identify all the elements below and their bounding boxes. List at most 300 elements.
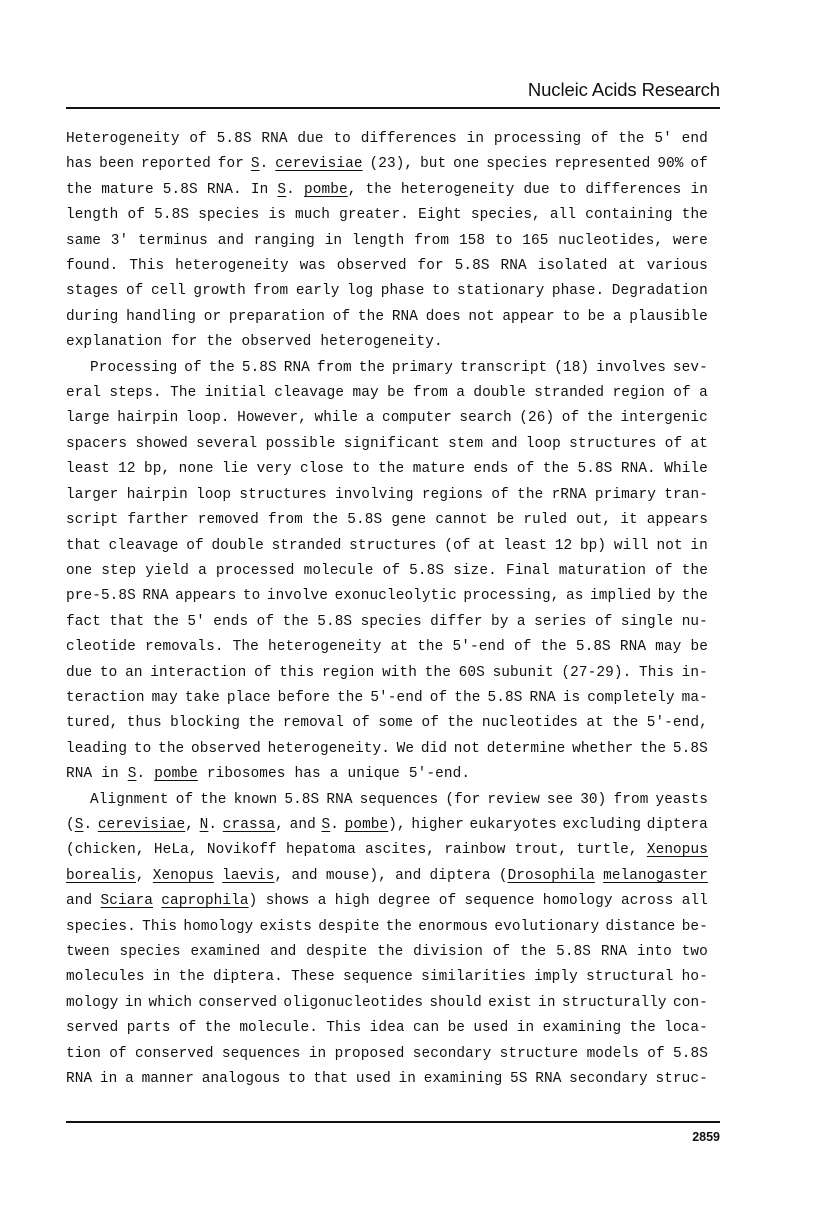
word: imply <box>534 969 578 986</box>
word: involve <box>266 588 329 605</box>
word: served <box>66 1020 119 1037</box>
word: sequence <box>464 893 535 910</box>
word: be <box>587 308 606 325</box>
word: loop <box>196 486 232 503</box>
word: higher <box>411 816 464 833</box>
word: the <box>248 715 275 732</box>
word: none <box>178 461 214 478</box>
word: of <box>594 613 613 630</box>
word: not <box>468 308 495 325</box>
word: thus <box>126 715 162 732</box>
word: Degradation <box>611 283 708 300</box>
word: to <box>431 283 450 300</box>
word: possible <box>265 435 336 452</box>
word: and <box>66 893 93 910</box>
word: 5.8S <box>575 639 611 656</box>
word: of <box>256 613 275 630</box>
word: heterogeneity. <box>320 334 443 351</box>
text-line <box>66 838 708 863</box>
word: in <box>152 969 171 986</box>
text-line <box>66 584 708 609</box>
word: differ <box>430 613 483 630</box>
word: at <box>390 639 409 656</box>
word: loop <box>525 435 561 452</box>
word: the <box>517 486 544 503</box>
word: the <box>447 715 474 732</box>
word: fact <box>66 613 101 630</box>
word: trout, <box>514 842 568 859</box>
word: exist <box>488 994 532 1011</box>
word: preparation <box>228 308 325 325</box>
word: which <box>148 994 193 1011</box>
word: removed <box>197 512 259 529</box>
word: the <box>206 334 233 351</box>
word: division <box>413 944 483 960</box>
word: script <box>66 512 119 529</box>
word: found. <box>66 258 119 275</box>
word: primary <box>391 359 454 376</box>
word: RNA <box>500 258 527 275</box>
word: place <box>226 689 271 706</box>
word: the <box>378 461 405 478</box>
word: stem <box>448 435 484 452</box>
word: melanogaster <box>603 867 708 884</box>
word: to <box>352 461 370 478</box>
word: farther <box>127 512 189 529</box>
word: for <box>417 258 444 275</box>
word: a <box>516 613 526 630</box>
word: for <box>171 334 198 351</box>
word: length <box>66 207 119 224</box>
word: RNA. <box>620 461 656 478</box>
word: conserved <box>135 1045 214 1062</box>
word: 5.8S <box>162 181 198 198</box>
word: 5'-end <box>452 639 505 656</box>
word: a <box>456 385 466 402</box>
word: isolated <box>537 258 608 275</box>
word: did <box>420 740 448 757</box>
word: turtle, <box>576 842 638 859</box>
word: laevis, <box>222 867 284 884</box>
word: examining <box>542 1020 622 1037</box>
word: conserved <box>198 994 278 1011</box>
word: out, <box>576 512 612 529</box>
word: and <box>270 944 297 960</box>
word: will <box>613 537 649 554</box>
word: spacers <box>66 435 128 452</box>
word: into <box>636 944 672 960</box>
word: explanation <box>66 334 163 351</box>
word: sequences <box>359 791 439 808</box>
word: (Drosophila <box>498 867 595 884</box>
word: primary <box>594 486 657 503</box>
word: the <box>204 1020 231 1037</box>
text-line <box>66 127 708 152</box>
word: in <box>516 1020 535 1037</box>
word: 12 <box>118 461 136 478</box>
word: RNA <box>600 944 628 960</box>
word: 5.8S <box>154 207 190 224</box>
word: but <box>420 156 447 173</box>
word: RNA <box>66 766 93 783</box>
word: showed <box>135 435 188 452</box>
word: excluding <box>562 816 642 833</box>
text-line <box>66 483 708 508</box>
word: has <box>294 766 321 783</box>
word: for <box>217 156 244 173</box>
word: end <box>681 131 708 147</box>
word: molecule. <box>239 1020 318 1037</box>
word: whether <box>572 740 634 757</box>
word: has <box>66 156 93 173</box>
word: steps. <box>109 385 162 402</box>
word: (23), <box>369 156 414 173</box>
word: at <box>586 715 604 732</box>
word: is <box>268 207 286 224</box>
word: S. <box>277 181 295 198</box>
word: RNA <box>619 639 647 656</box>
word: with <box>382 664 418 681</box>
word: be <box>387 385 405 402</box>
text-line <box>66 1067 708 1092</box>
word: the <box>639 740 667 757</box>
word: of <box>352 715 370 732</box>
word: single <box>620 613 674 630</box>
word: models <box>586 1045 639 1062</box>
word: region <box>321 664 375 681</box>
word: idea <box>369 1020 405 1037</box>
word: exonucleolytic <box>334 588 457 605</box>
word: Novikoff <box>206 842 277 859</box>
word: the <box>629 1020 656 1037</box>
word: mouse), <box>325 867 387 884</box>
word: RNA <box>391 308 419 325</box>
word: of <box>491 486 509 503</box>
word: differences <box>585 181 682 198</box>
word: exists <box>259 918 312 935</box>
text-line <box>66 534 708 559</box>
text-line <box>66 940 708 965</box>
word: been <box>99 156 135 173</box>
word: used <box>355 1071 391 1088</box>
word: heterogeneity <box>267 639 382 656</box>
word: in <box>99 1071 118 1088</box>
word: in <box>308 1045 327 1062</box>
word: involves <box>596 359 666 376</box>
word: from <box>613 791 649 808</box>
word: 12 <box>554 537 573 554</box>
word: Xenopus <box>646 842 708 859</box>
word: during <box>66 308 119 325</box>
word: manner <box>141 1071 194 1088</box>
word: to <box>133 740 152 757</box>
word: of <box>690 156 708 173</box>
word: 5.8S <box>409 562 445 579</box>
word: shows <box>265 893 310 910</box>
word: (S. <box>66 816 93 833</box>
text-line <box>66 610 708 635</box>
word: 5.8S <box>672 740 708 757</box>
word: at <box>618 258 636 275</box>
word: of <box>561 410 580 427</box>
word: from <box>316 359 352 376</box>
word: determine <box>486 740 566 757</box>
word: the <box>681 562 708 579</box>
word: ribosomes <box>206 766 286 783</box>
word: from <box>414 232 450 249</box>
word: cleavage <box>274 385 345 402</box>
word: This <box>142 918 178 935</box>
word: does <box>425 308 461 325</box>
text-line <box>66 279 708 304</box>
word: 5.8S <box>577 461 613 478</box>
word: was <box>299 258 326 275</box>
word: the <box>681 588 708 605</box>
word: a <box>699 385 708 402</box>
word: be <box>690 639 708 656</box>
word: of <box>125 283 144 300</box>
word: heterogeneity. <box>267 740 390 757</box>
word: nu- <box>681 613 708 630</box>
text-line <box>66 203 708 228</box>
word: of <box>127 207 146 224</box>
word: of <box>421 715 439 732</box>
word: tran- <box>664 486 708 503</box>
word: should <box>429 994 482 1011</box>
word: the <box>358 359 385 376</box>
word: 5'-end <box>370 689 423 706</box>
word: of <box>254 664 272 681</box>
word: ruled <box>523 512 568 529</box>
word: cell <box>150 283 186 300</box>
word: of <box>664 435 683 452</box>
word: high <box>334 893 370 910</box>
word: and <box>395 867 422 884</box>
word: observed <box>241 334 312 351</box>
word: and <box>217 232 244 249</box>
word: the <box>520 944 547 960</box>
word: early <box>295 283 340 300</box>
word: appears <box>175 588 237 605</box>
word: structures <box>349 537 437 554</box>
word: examining <box>423 1071 503 1088</box>
word: the <box>417 639 444 656</box>
word: sequences <box>221 1045 301 1062</box>
word: diptera. <box>212 969 283 986</box>
word: the <box>282 613 309 630</box>
word: 5S <box>510 1071 528 1088</box>
word: a <box>365 410 375 427</box>
word: ascites, <box>365 842 436 859</box>
text-line <box>66 457 708 482</box>
word: to <box>494 232 513 249</box>
word: to <box>558 181 577 198</box>
word: crassa, <box>222 816 284 833</box>
text-line <box>66 559 708 584</box>
word: In <box>250 181 269 198</box>
word: in <box>690 537 708 554</box>
word: ranging <box>253 232 315 249</box>
word: due <box>66 664 93 681</box>
word: phase. <box>551 283 605 300</box>
word: interaction <box>150 664 247 681</box>
word: RNA. <box>206 181 242 198</box>
word: by <box>657 588 676 605</box>
word: this <box>279 664 315 681</box>
word: stranded <box>271 537 342 554</box>
word: pombe, <box>304 181 357 198</box>
word: the <box>357 308 385 325</box>
word: step <box>101 562 137 579</box>
word: (18) <box>554 359 590 376</box>
word: that <box>313 1071 349 1088</box>
word: double <box>473 385 526 402</box>
word: species <box>486 156 548 173</box>
word: may <box>352 385 379 402</box>
word: to <box>99 664 118 681</box>
word: species <box>360 613 422 630</box>
word: a <box>317 893 327 910</box>
word: gene <box>391 512 427 529</box>
word: structural <box>586 969 674 986</box>
word: distance <box>605 918 676 935</box>
word: of <box>673 385 691 402</box>
word: heterogeneity <box>175 258 289 275</box>
word: a <box>198 562 207 579</box>
word: unique <box>347 766 400 783</box>
word: removals. <box>144 639 224 656</box>
text-line <box>66 432 708 457</box>
word: see <box>546 791 574 808</box>
text-line <box>66 178 708 203</box>
word: the <box>424 664 451 681</box>
word: (27-29). <box>561 664 632 681</box>
word: 5.8S <box>454 258 490 275</box>
word: to <box>242 588 261 605</box>
word: of <box>513 639 532 656</box>
word: processing <box>493 131 582 147</box>
word: 3' <box>110 232 129 249</box>
text-line <box>66 305 708 330</box>
word: some <box>378 715 414 732</box>
word: of <box>186 537 204 554</box>
word: all <box>549 207 577 224</box>
word: These <box>291 969 335 986</box>
text-line <box>66 965 708 990</box>
word: be <box>496 512 515 529</box>
word: parts <box>126 1020 171 1037</box>
word: can <box>412 1020 440 1037</box>
word: of <box>109 1045 127 1062</box>
text-line <box>66 254 708 279</box>
word: the <box>312 512 339 529</box>
word: This <box>639 664 674 681</box>
word: the <box>152 613 179 630</box>
word: the <box>542 461 570 478</box>
word: subunit <box>492 664 554 681</box>
word: RNA <box>142 588 169 605</box>
word: pombe <box>154 766 198 783</box>
word: growth <box>193 283 246 300</box>
word: homology <box>542 893 613 910</box>
word: stages <box>66 283 119 300</box>
word: the <box>200 791 227 808</box>
word: nucleotides, <box>558 232 664 249</box>
word: similarities <box>421 969 526 986</box>
word: several <box>196 435 258 452</box>
text-line <box>66 406 708 431</box>
word: in <box>466 131 485 147</box>
word: diptera <box>429 867 491 884</box>
word: in- <box>681 664 708 681</box>
word: be- <box>681 918 708 935</box>
word: initial <box>204 385 266 402</box>
word: appears <box>646 512 708 529</box>
text-line <box>66 864 708 889</box>
word: search <box>459 410 512 427</box>
word: Xenopus <box>152 867 214 884</box>
word: loop. <box>185 410 230 427</box>
word: phase <box>380 283 425 300</box>
word: from <box>253 283 289 300</box>
word: much <box>295 207 330 224</box>
word: teraction <box>66 689 145 706</box>
word: species. <box>66 918 136 935</box>
word: maturation <box>558 562 647 579</box>
word: con- <box>672 994 708 1011</box>
word: observed <box>191 740 261 757</box>
word: stranded <box>534 385 605 402</box>
word: S. <box>127 766 146 783</box>
word: RNA <box>261 131 288 147</box>
word: hairpin <box>117 410 179 427</box>
word: processed <box>215 562 295 579</box>
word: the <box>586 410 613 427</box>
word: various <box>646 258 708 275</box>
word: larger <box>66 486 119 503</box>
word: hepatoma <box>286 842 356 859</box>
text-line <box>66 991 708 1016</box>
word: 5.8S <box>556 944 592 960</box>
word: 5.8S <box>284 791 320 808</box>
word: involving <box>335 486 414 503</box>
word: the <box>337 689 364 706</box>
text-line <box>66 661 708 686</box>
word: tured, <box>66 715 119 732</box>
word: intergenic <box>620 410 708 427</box>
word: in <box>690 181 708 198</box>
word: the <box>612 715 639 732</box>
word: 5' <box>654 131 672 147</box>
word: series <box>534 613 587 630</box>
word: significant <box>343 435 440 452</box>
text-line <box>66 711 708 736</box>
word: in <box>101 766 119 783</box>
text-line <box>66 330 708 355</box>
word: The <box>170 385 197 402</box>
word: blocking <box>170 715 240 732</box>
text-line <box>66 356 708 381</box>
word: may <box>655 639 682 656</box>
page-number: 2859 <box>692 1130 720 1144</box>
text-line <box>66 152 708 177</box>
word: the <box>681 207 708 224</box>
word: evolutionary <box>494 918 600 935</box>
word: Eight <box>418 207 462 224</box>
word: molecule <box>303 562 374 579</box>
word: not <box>453 740 481 757</box>
word: loca- <box>664 1020 708 1037</box>
